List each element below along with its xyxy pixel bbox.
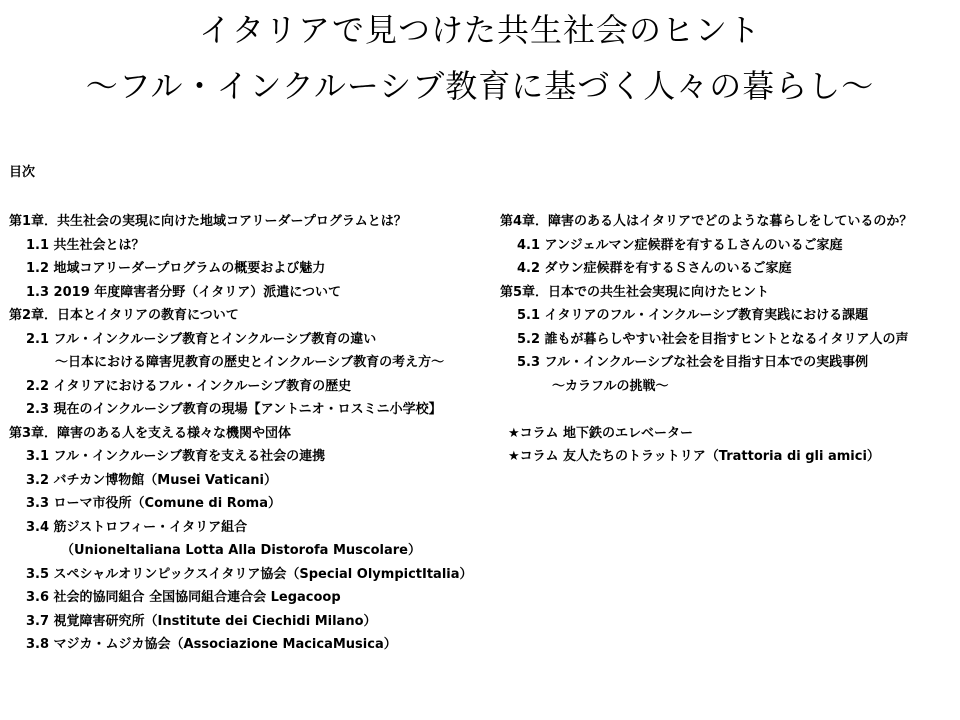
toc-section: 2.2 イタリアにおけるフル・インクルーシブ教育の歴史: [26, 378, 352, 394]
toc-section: 3.3 ローマ市役所（Comune di Roma）: [26, 496, 281, 511]
toc-section: 1.3 2019 年度障害者分野（イタリア）派遣について: [26, 284, 342, 300]
toc-section: 2.1 フル・インクルーシブ教育とインクルーシブ教育の違い: [26, 331, 377, 347]
toc-right-column: [500, 210, 955, 469]
toc-section: 5.2 誰もが暮らしやすい社会を目指すヒントとなるイタリア人の声: [517, 331, 909, 347]
toc-section: 5.3 フル・インクルーシブな社会を目指す日本での実践事例: [517, 355, 869, 370]
toc-heading: 目次: [9, 165, 36, 180]
toc-column-item: ★コラム 地下鉄のエレベーター: [508, 425, 694, 441]
toc-subtitle: 〜日本における障害児教育の歴史とインクルーシブ教育の考え方〜: [55, 355, 445, 370]
toc-chapter: 第2章．日本とイタリアの教育について: [9, 308, 239, 323]
page-subtitle: 〜フル・インクルーシブ教育に基づく人々の暮らし〜: [85, 67, 875, 105]
toc-section: 3.7 視覚障害研究所（Institute dei Ciechidi Milano）: [26, 613, 377, 629]
toc-section: 3.6 社会的協同組合 全国協同組合連合会 Legacoop: [26, 590, 341, 605]
toc-subtitle: （UnioneItaliana Lotta Alla Distorofa Muscolare）: [61, 543, 421, 558]
toc-spacer: [500, 398, 955, 422]
toc-section: 3.1 フル・インクルーシブ教育を支える社会の連携: [26, 449, 326, 464]
toc-section: 3.8 マジカ・ムジカ協会（Associazione MacicaMusica）: [26, 637, 397, 652]
toc-chapter: 第4章．障害のある人はイタリアでどのような暮らしをしているのか？: [500, 214, 913, 229]
toc-section: 4.1 アンジェルマン症候群を有するＬさんのいるご家庭: [517, 237, 843, 253]
toc-left-column: [9, 210, 499, 657]
toc-section: 2.3 現在のインクルーシブ教育の現場【アントニオ・ロスミニ小学校】: [26, 402, 442, 417]
page-title: イタリアで見つけた共生社会のヒント: [199, 11, 761, 49]
toc-section: 4.2 ダウン症候群を有するＳさんのいるご家庭: [517, 261, 792, 276]
toc-section: 1.1 共生社会とは？: [26, 237, 145, 253]
toc-column-item: ★コラム 友人たちのトラットリア（Trattoria di gli amici）: [508, 449, 880, 464]
toc-chapter: 第3章．障害のある人を支える様々な機関や団体: [9, 425, 292, 441]
toc-section: 1.2 地域コアリーダープログラムの概要および魅力: [26, 261, 326, 276]
toc-section: 3.2 バチカン博物館（Musei Vaticani）: [26, 472, 278, 488]
toc-subtitle: 〜カラフルの挑戦〜: [552, 378, 669, 394]
toc-section: 3.5 スペシャルオリンピックスイタリア協会（Special OlympictItalia）: [26, 566, 473, 582]
toc-section: 3.4 筋ジストロフィー・イタリア組合: [26, 519, 248, 535]
toc-chapter: 第5章．日本での共生社会実現に向けたヒント: [500, 284, 770, 300]
toc-section: 5.1 イタリアのフル・インクルーシブ教育実践における課題: [517, 308, 869, 323]
toc-chapter: 第1章．共生社会の実現に向けた地域コアリーダープログラムとは？: [9, 214, 407, 229]
